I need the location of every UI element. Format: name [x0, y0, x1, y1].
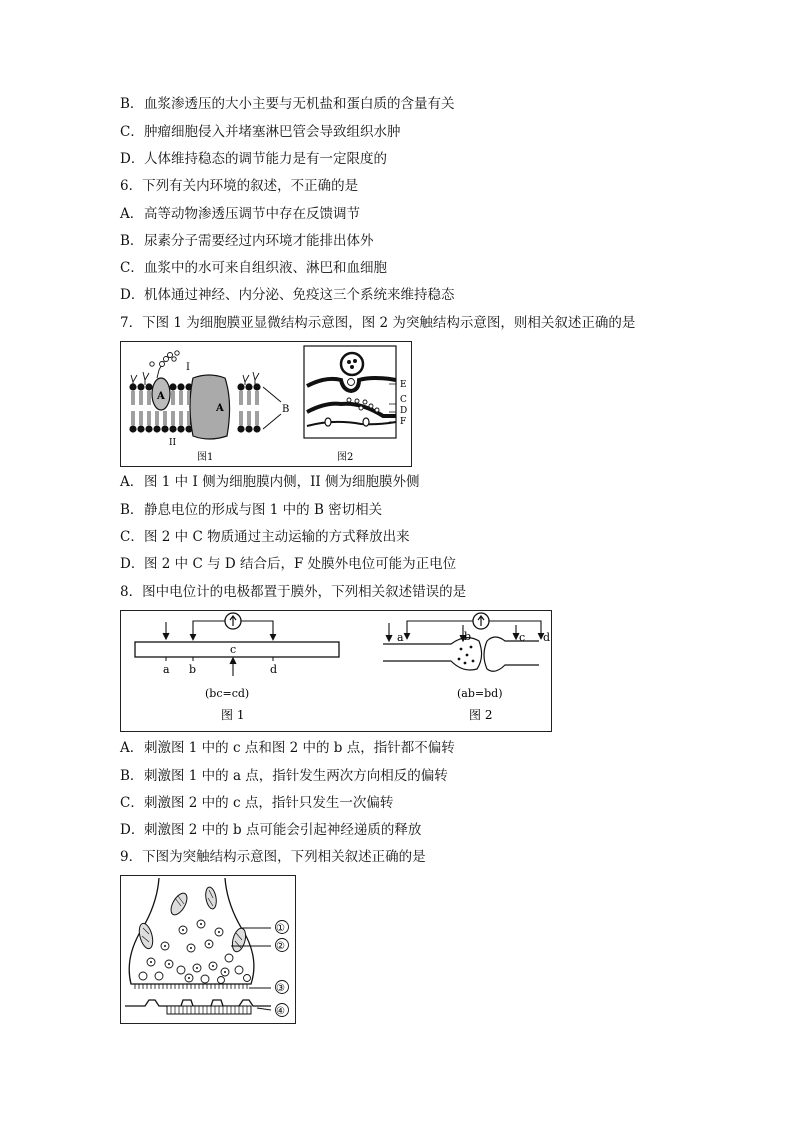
label-circled-4: ④: [276, 1006, 285, 1017]
label-side-i: I: [186, 362, 190, 373]
q6-option-b: B．尿素分子需要经过内环境才能排出体外: [120, 233, 374, 249]
q8-option-c: C．刺激图 2 中的 c 点，指针只发生一次偏转: [120, 795, 394, 811]
label-b: B: [282, 404, 290, 415]
label-a-large: A: [216, 403, 224, 414]
q6-stem: 6．下列有关内环境的叙述，不正确的是: [120, 178, 359, 194]
q5-option-c: C．肿瘤细胞侵入并堵塞淋巴管会导致组织水肿: [120, 124, 401, 140]
q7-figure: [120, 341, 412, 467]
fig1-equation: (bc=cd): [205, 687, 250, 700]
fig1-point-a: a: [163, 663, 170, 676]
q8-option-a: A．刺激图 1 中的 c 点和图 2 中的 b 点，指针都不偏转: [120, 740, 455, 756]
q7-option-d: D．图 2 中 C 与 D 结合后，F 处膜外电位可能为正电位: [120, 556, 457, 572]
q7-figure-svg: [121, 342, 411, 466]
label-e: E: [400, 380, 407, 390]
q8-option-b: B．刺激图 1 中的 a 点，指针发生两次方向相反的偏转: [120, 768, 448, 784]
fig2-caption: 图 2: [469, 708, 493, 722]
q5-option-b: B．血浆渗透压的大小主要与无机盐和蛋白质的含量有关: [120, 96, 455, 112]
q9-figure: [120, 875, 296, 1024]
q6-option-c: C．血浆中的水可来自组织液、淋巴和血细胞: [120, 260, 387, 276]
q7-option-a: A．图 1 中 I 侧为细胞膜内侧，II 侧为细胞膜外侧: [120, 474, 420, 490]
q8-stem: 8．图中电位计的电极都置于膜外，下列相关叙述错误的是: [120, 584, 467, 600]
fig2-point-c: c: [519, 631, 526, 644]
fig2-equation: (ab=bd): [457, 687, 503, 700]
fig2-point-d: d: [543, 631, 551, 644]
q9-figure-svg: [121, 876, 295, 1023]
synapse-figure: [304, 346, 396, 438]
membrane-bilayer: [129, 351, 281, 439]
fig1-point-b: b: [189, 663, 197, 676]
label-c: C: [400, 395, 407, 405]
q6-option-d: D．机体通过神经、内分泌、免疫这三个系统来维持稳态: [120, 287, 455, 303]
label-circled-3: ③: [276, 983, 285, 994]
fig1-caption: 图 1: [221, 708, 245, 722]
q8-option-d: D．刺激图 2 中的 b 点可能会引起神经递质的释放: [120, 822, 422, 838]
fig2-point-a: a: [397, 631, 404, 644]
q9-stem: 9．下图为突触结构示意图，下列相关叙述正确的是: [120, 849, 426, 865]
label-side-ii: II: [169, 438, 177, 448]
q7-option-b: B．静息电位的形成与图 1 中的 B 密切相关: [120, 502, 383, 518]
q8-figure-svg: [121, 611, 551, 731]
label-d: D: [400, 406, 408, 416]
fig2-caption: 图2: [337, 452, 354, 463]
fig2-point-b: b: [464, 630, 472, 643]
label-circled-2: ②: [276, 941, 285, 952]
q8-figure: [120, 610, 552, 732]
fig1-point-c: c: [230, 643, 237, 656]
q5-option-d: D．人体维持稳态的调节能力是有一定限度的: [120, 151, 387, 167]
synapse-terminal-figure: [125, 878, 289, 1017]
label-a-small: A: [157, 391, 165, 402]
fig1-caption: 图1: [197, 452, 214, 463]
q7-option-c: C．图 2 中 C 物质通过主动运输的方式释放出来: [120, 529, 410, 545]
q6-option-a: A．高等动物渗透压调节中存在反馈调节: [120, 206, 360, 222]
fig1-point-d: d: [270, 663, 278, 676]
label-f: F: [400, 417, 407, 427]
label-circled-1: ①: [276, 923, 285, 934]
q7-stem: 7．下图 1 为细胞膜亚显微结构示意图，图 2 为突触结构示意图，则相关叙述正确的是: [120, 315, 636, 331]
